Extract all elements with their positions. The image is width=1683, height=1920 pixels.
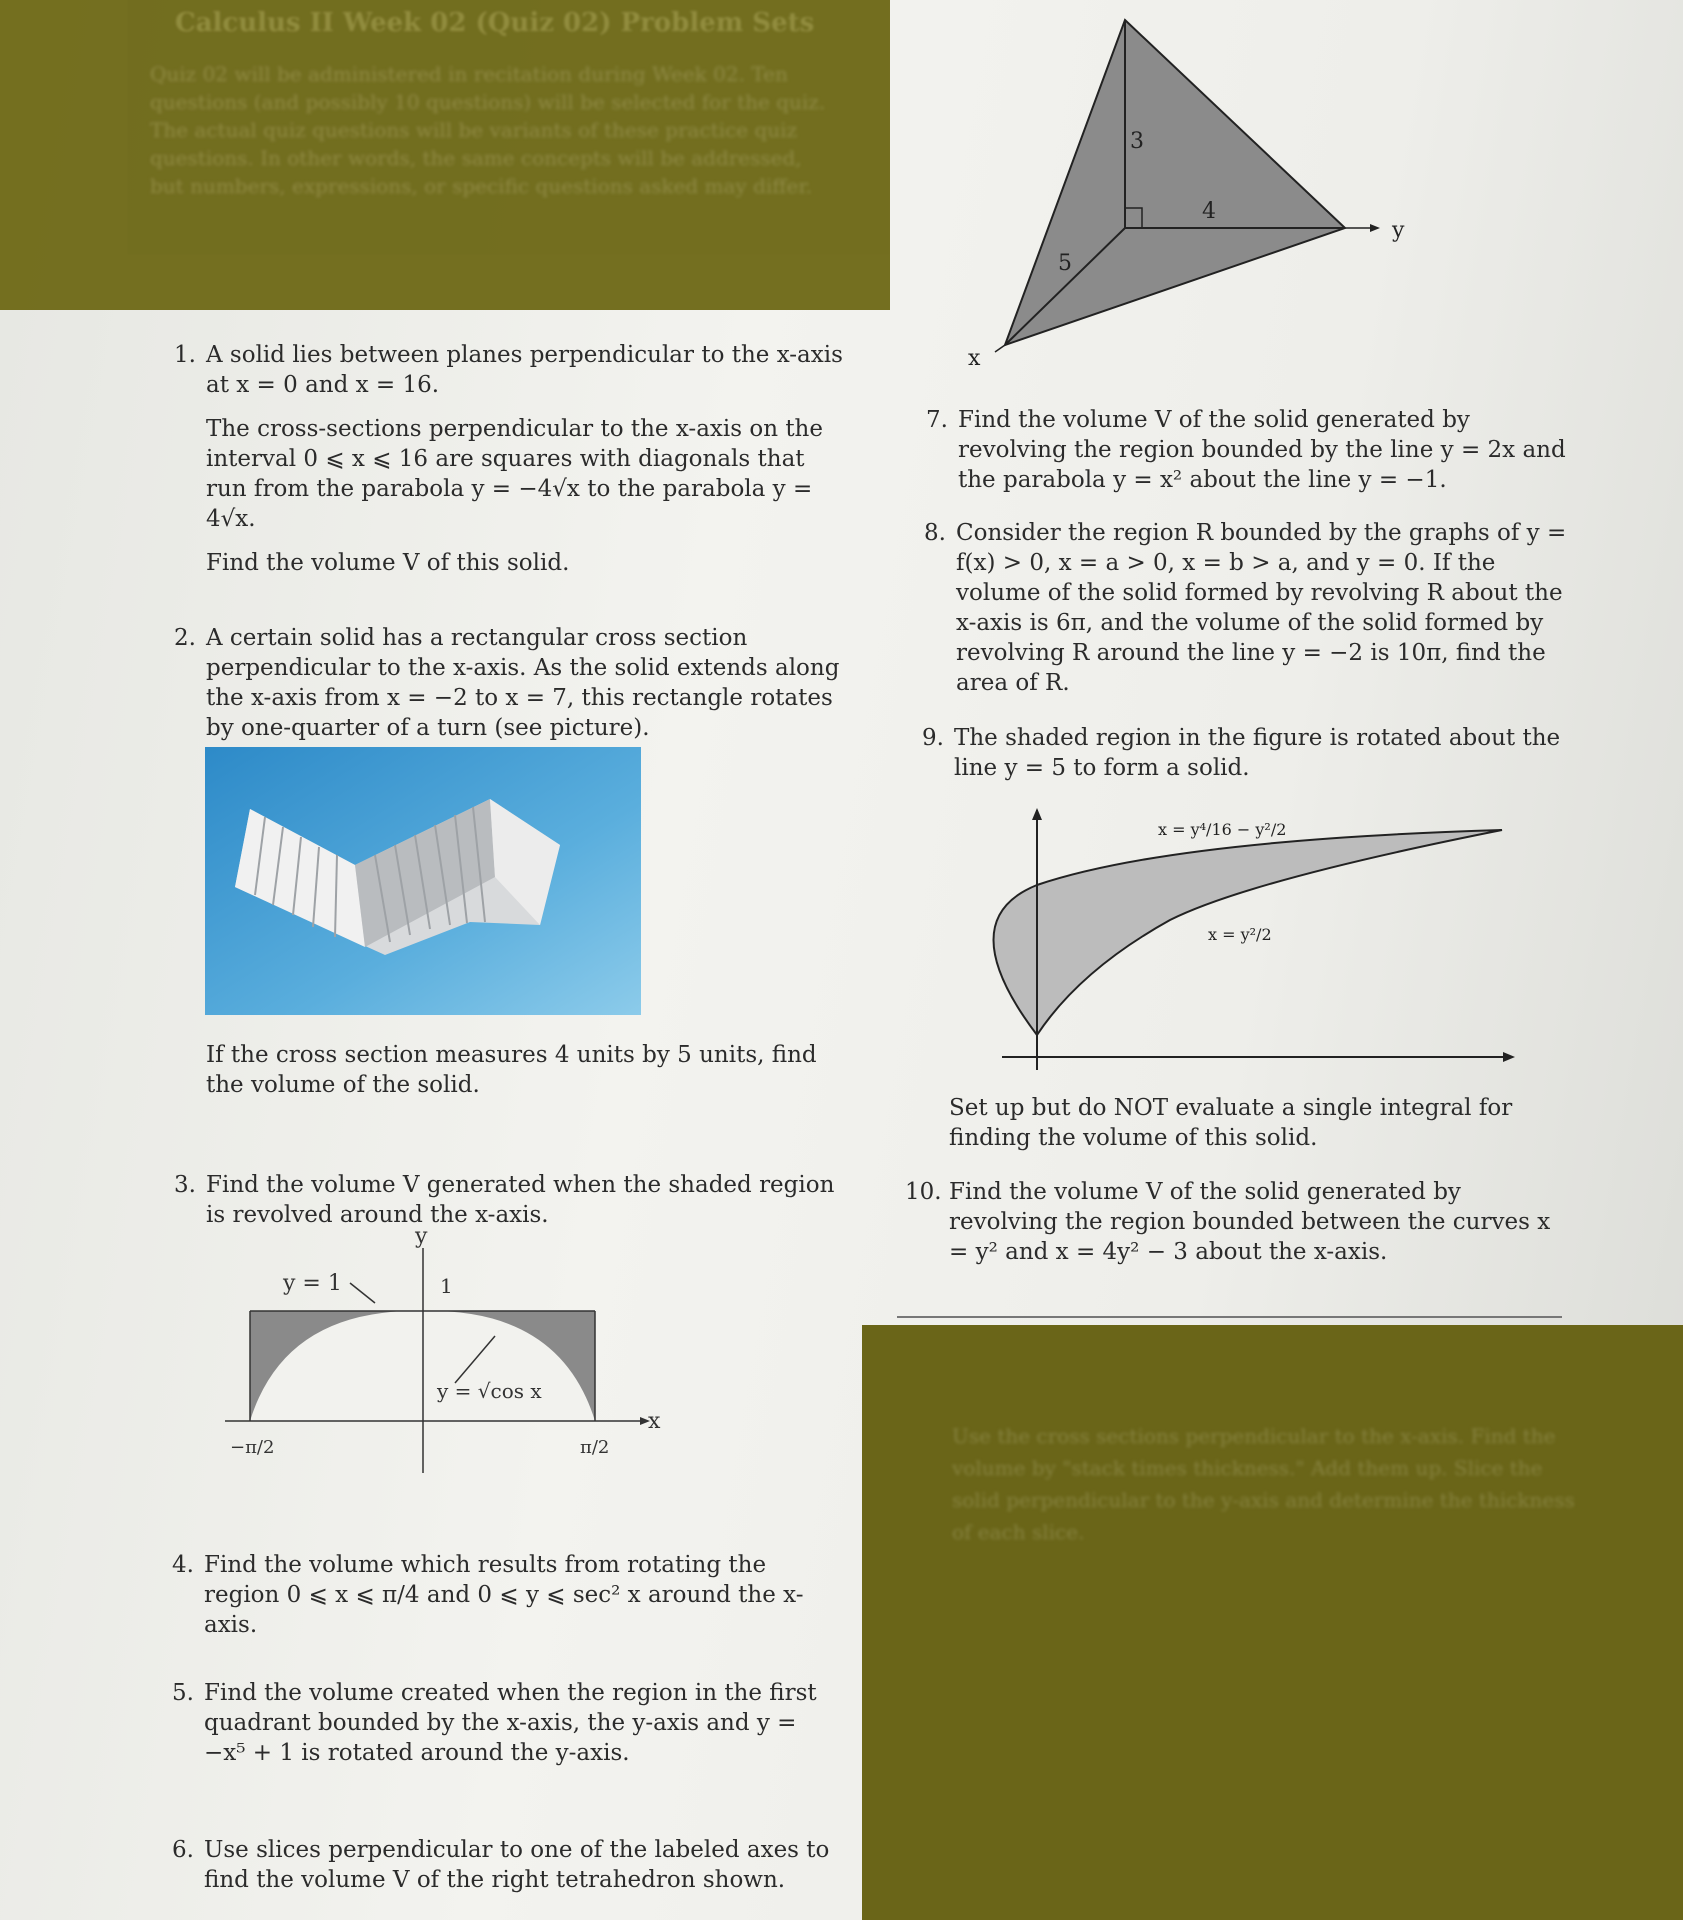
problem-1 — [174, 340, 846, 592]
problem-text: Find the volume V of the solid generated by revolving the region bounded by the line y = 2x and the parabola y = x² about the line y = −1. — [958, 407, 1566, 493]
right-tick-label: π/2 — [580, 1437, 610, 1458]
problem-text: Set up but do NOT evaluate a single integral for finding the volume of this solid. — [949, 1095, 1513, 1151]
problem-10 — [905, 1177, 1569, 1281]
problem-number: 8. — [924, 520, 946, 546]
edge-5-label: 5 — [1058, 251, 1072, 276]
problem-7 — [926, 405, 1578, 509]
line-label: y = 1 — [283, 1271, 342, 1296]
problem-2 — [174, 623, 846, 743]
hidden-text: Use the cross sections perpendicular to the x-axis. Find the volume by "stack times thickness." Add them up. Slice the solid perpendicular to the y-axis and determine the thickness of each slice. — [952, 1424, 1575, 1544]
problem-text: Find the volume created when the region in the first quadrant bounded by the x-axis, the y-axis and y = −x⁵ + 1 is rotated around the y-axis. — [204, 1680, 817, 1766]
problem-number: 10. — [905, 1179, 942, 1205]
tetrahedron-figure — [950, 0, 1420, 380]
y-axis-label: y — [415, 1228, 428, 1249]
lower-curve-label: x = y²/2 — [1208, 925, 1272, 944]
problem-9-instruction — [949, 1093, 1549, 1167]
problem-text: The shaded region in the figure is rotated about the line y = 5 to form a solid. — [954, 725, 1561, 781]
worksheet-intro: Quiz 02 will be administered in recitation during Week 02. Ten questions (and possibly 10 questions) will be selected for the quiz. The actual quiz questions will be variants of these practice quiz questions. In other words, the same concepts will be addressed, but numbers, expressions, or specific questions asked may differ. — [150, 62, 826, 198]
curve-label: y = √cos x — [437, 1379, 542, 1403]
figure-9-graph — [970, 800, 1520, 1080]
problem-number: 6. — [172, 1837, 194, 1863]
header-highlight-region — [0, 0, 890, 310]
problem-text: Use slices perpendicular to one of the labeled axes to find the volume V of the right tetrahedron shown. — [204, 1837, 830, 1893]
problem-text: Find the volume V of the solid generated by revolving the region bounded between the curves x = y² and x = 4y² − 3 about the x-axis. — [949, 1179, 1551, 1265]
problem-number: 9. — [922, 725, 944, 751]
x-axis-label: x — [648, 1409, 661, 1434]
problem-text: The cross-sections perpendicular to the x-axis on the interval 0 ⩽ x ⩽ 16 are squares with diagonals that run from the parabola y = −4√x to the parabola y = 4√x. — [206, 416, 823, 532]
problem-number: 1. — [174, 342, 196, 368]
problem-number: 4. — [172, 1552, 194, 1578]
x-axis-label: x — [968, 346, 981, 371]
bottom-highlight-region — [862, 1325, 1683, 1920]
left-tick-label: −π/2 — [230, 1437, 275, 1458]
section-divider — [897, 1316, 1562, 1318]
problem-text: Find the volume which results from rotating the region 0 ⩽ x ⩽ π/4 and 0 ⩽ y ⩽ sec² x around the x-axis. — [204, 1552, 804, 1638]
twisted-solid-image — [205, 747, 641, 1015]
problem-9 — [922, 723, 1574, 797]
problem-2-question — [206, 1040, 826, 1114]
problem-text: Find the volume V generated when the shaded region is revolved around the x-axis. — [206, 1172, 835, 1228]
problem-text: A certain solid has a rectangular cross section perpendicular to the x-axis. As the solid extends along the x-axis from x = −2 to x = 7, this rectangle rotates by one-quarter of a turn (see picture). — [206, 625, 840, 741]
edge-3-label: 3 — [1130, 129, 1144, 154]
problem-text: Find the volume V of this solid. — [206, 550, 570, 576]
problem-number: 2. — [174, 625, 196, 651]
problem-4 — [172, 1550, 844, 1654]
problem-8 — [924, 518, 1571, 712]
problem-text: If the cross section measures 4 units by 5 units, find the volume of the solid. — [206, 1042, 817, 1098]
problem-number: 5. — [172, 1680, 194, 1706]
figure-3-graph — [225, 1228, 675, 1478]
y-axis-label: y — [1392, 218, 1405, 243]
problem-5 — [172, 1678, 844, 1782]
problem-text: A solid lies between planes perpendicular to the x-axis at x = 0 and x = 16. — [206, 342, 843, 398]
worksheet-title: Calculus II Week 02 (Quiz 02) Problem Sets — [175, 8, 815, 38]
problem-number: 3. — [174, 1172, 196, 1198]
problem-text: Consider the region R bounded by the graphs of y = f(x) > 0, x = a > 0, x = b > a, and y = 0. If the volume of the solid formed by revolving R about the x-axis is 6π, and the volume of the solid formed by revolving R around the line y = −2 is 10π, find the area of R. — [956, 520, 1567, 696]
problem-number: 7. — [926, 407, 948, 433]
top-curve-label: x = y⁴/16 − y²/2 — [1158, 820, 1287, 839]
edge-4-label: 4 — [1202, 199, 1216, 224]
problem-6 — [172, 1835, 844, 1909]
tick-one-label: 1 — [440, 1274, 453, 1298]
